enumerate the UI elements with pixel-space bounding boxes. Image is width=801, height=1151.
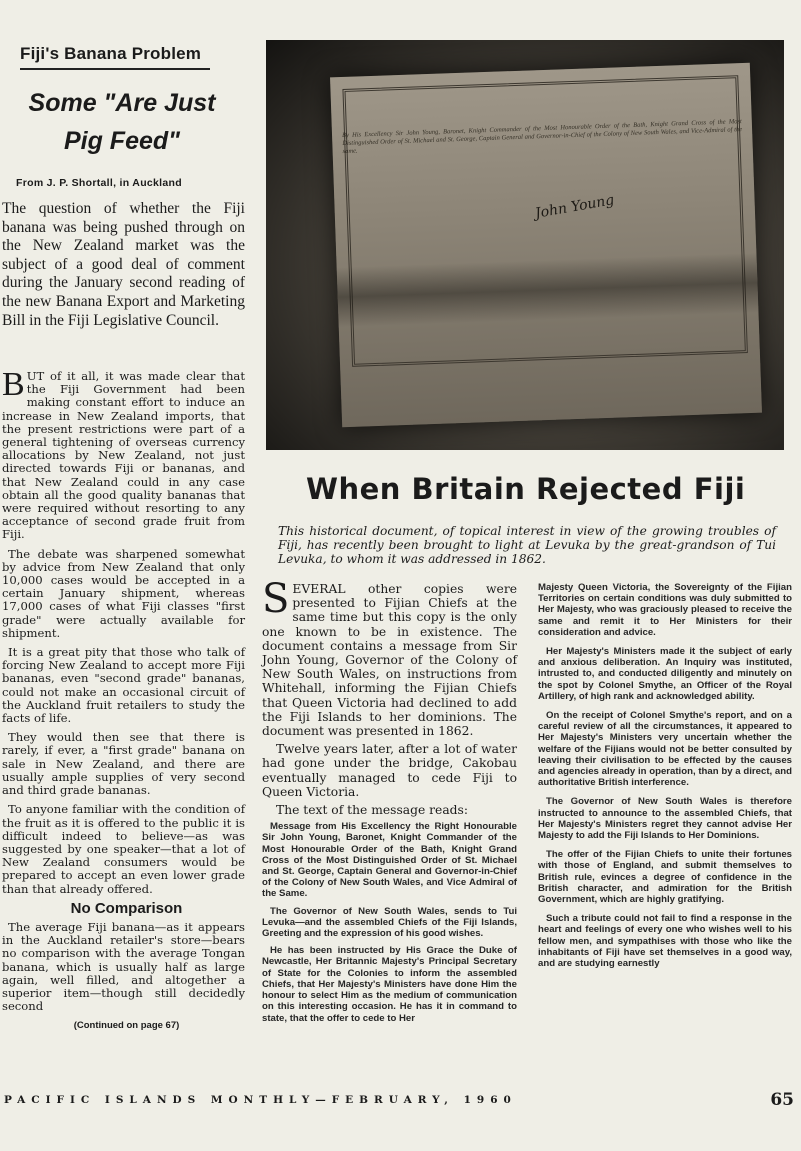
paragraph: Majesty Queen Victoria, the Sovereignty of the Fijian Territories on certain conditions was duly submitted to Her Majesty, who was graciously pleased to receive the same and remit it to Her Ministers for their consideration and advice. (538, 582, 792, 638)
right-column-body (538, 582, 792, 977)
paragraph: He has been instructed by His Grace the Duke of Newcastle, Her Britannic Majesty's Principal Secretary of State for the Colonies to inform the assembled Chiefs, that Her Majesty's Ministers have done Him the honour to select Him as the medium of communication on this interesting occasion. He has it in command to state, that the offer to cede to Her (262, 945, 517, 1024)
paragraph: They would then see that there is rarely, if ever, a "first grade" banana on sale in New Zealand, and there are usually ample supplies of very second and third grade bananas. (2, 730, 245, 798)
section-kicker: Fiji's Banana Problem (20, 44, 210, 70)
page-footer (4, 1090, 794, 1112)
drop-cap: B (2, 366, 25, 403)
article-headline: Some "Are Just Pig Feed" (28, 89, 216, 155)
paragraph: Such a tribute could not fail to find a response in the heart and feelings of every one who wishes well to his fellow men, and sympathises with those who like the inhabitants of Fiji have set themselves in a good way, and are studying earnestly (538, 913, 792, 970)
left-column-body (0, 366, 245, 1039)
page-number: 65 (770, 1090, 794, 1110)
continued-note: (Continued on page 67) (73, 1020, 180, 1032)
paragraph (262, 576, 517, 739)
document-text: By His Excellency Sir John Young, Baronet, Knight Commander of the Most Honourable Order of the Bath, Knight Grand Cross of the Most Distinguished Order of St. Michael and St. George, Captain General and Governor-in-Chief of the Colony of New South Wales, and Vice-Admiral of the same. (341, 118, 743, 156)
subheading: No Comparison (70, 899, 183, 917)
document-signature: John Young (533, 192, 616, 222)
paragraph: Message from His Excellency the Right Honourable Sir John Young, Baronet, Knight Commander of the Most Honourable Order of the Bath, Knight Grand Cross of the Most Distinguished Order of St. Michael and St. George, Captain General and Governor-in-Chief of the Colony of New South Wales, and Vice Admiral of the Same. (262, 821, 517, 900)
paragraph: The offer of the Fijian Chiefs to unite their fortunes with those of England, and submit themselves to British rule, evinces a degree of confidence in the British character, and admiration for the British Government, which are highly gratifying. (538, 849, 792, 906)
feature-title: When Britain Rejected Fiji (306, 472, 746, 506)
drop-cap: S (262, 576, 290, 622)
paragraph: The Governor of New South Wales is therefore instructed to announce to the assembled Chiefs, that Her Majesty's Ministers regret they cannot advise Her Majesty to add the Fiji Islands to Her Dominions. (538, 796, 792, 842)
byline: From J. P. Shortall, in Auckland (16, 177, 182, 189)
paragraph (2, 366, 245, 542)
paragraph-text: UT of it all, it was made clear that the Fiji Government had been making constant effort to induce an increase in New Zealand imports, that the present restrictions were part of a general tightening of overseas currency allocations by New Zealand, not just directed towards Fiji or bananas, and that New Zealand could in any case obtain all the good quality bananas that were required without resorting to any acceptance of second grade fruit from Fiji. (2, 369, 245, 542)
paragraph: The Governor of New South Wales, sends to Tui Levuka—and the assembled Chiefs of the Fiji Islands, Greeting and the expression of his good wishes. (262, 905, 517, 940)
paragraph: The debate was sharpened somewhat by advice from New Zealand that only 10,000 cases would be accepted in a certain January shipment, whereas 17,000 cases of what Fiji classes "first grade" were actually available for shipment. (2, 546, 245, 640)
middle-column-body (262, 576, 517, 1030)
paragraph: To anyone familiar with the condition of the fruit as it is offered to the public it is difficult indeed to believe—as was suggested by one speaker—that a lot of New Zealand consumers would be prepared to accept an even lower grade than that already offered. (2, 802, 245, 896)
paragraph: The average Fiji banana—as it appears in the Auckland retailer's store—bears no comparison with the average Tongan banana, which is usually half as large again, well filled, and altogether a superior item—though still decidedly second (2, 919, 245, 1014)
paragraph: Twelve years later, after a lot of water had gone under the bridge, Cakobau eventually managed to cede Fiji to Queen Victoria. (262, 742, 517, 799)
document-paper (330, 63, 762, 427)
historical-document-photo (266, 40, 784, 450)
paragraph: Her Majesty's Ministers made it the subject of early and anxious deliberation. An Inquiry was instituted, intrusted to, and conducted diligently and minutely on the spot by Colonel Smythe, an Officer of the Royal Artillery, of high rank and acknowledged ability. (538, 646, 792, 702)
paragraph: It is a great pity that those who talk of forcing New Zealand to accept more Fiji bananas, even "second grade" bananas, could not make an occasional circuit of the Auckland fruit retailers to study the facts of life. (2, 645, 245, 726)
paragraph: The text of the message reads: (276, 803, 468, 818)
publication-name: PACIFIC ISLANDS MONTHLY—FEBRUARY, 1960 (4, 1094, 517, 1106)
photo-caption: This historical document, of topical interest in view of the growing troubles of Fiji, has recently been brought to light at Levuka by the great-grandson of Tui Levuka, to whom it was addressed in 1862. (278, 524, 776, 566)
paragraph-text: EVERAL other copies were presented to Fijian Chiefs at the same time but this copy is the only one known to be in existence. The document contains a message from Sir John Young, Governor of the Colony of New South Wales, on instructions from Whitehall, informing the Fijian Chiefs that Queen Victoria had declined to add the Fiji Islands to her dominions. The document was presented in 1862. (262, 582, 517, 739)
paragraph: On the receipt of Colonel Smythe's report, and on a careful review of all the circumstances, it appeared to Her Majesty's Ministers very uncertain whether the welfare of the Fijians would not be better consulted by leaving their civilisation to be effected by the causes and agencies already in operation, than by a direct, and authoritative British interference. (538, 710, 792, 789)
article-intro: The question of whether the Fiji banana was being pushed through on the New Zealand market was the subject of a good deal of comment during the January second reading of the new Banana Export and Marketing Bill in the Fiji Legislative Council. (2, 200, 245, 329)
